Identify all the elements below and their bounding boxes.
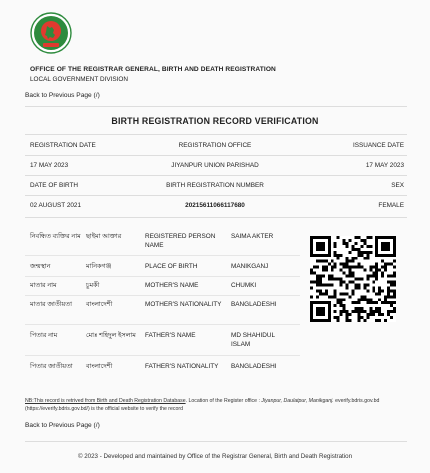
divider bbox=[25, 441, 407, 442]
father-name-value: MD SHAHIDUL ISLAM bbox=[231, 332, 275, 348]
note-website: everify.bdris.gov.bd (https://everify.bdris.gov.bd/) is the official website to verify the record bbox=[25, 398, 380, 412]
mother-name-label: MOTHER'S NAME bbox=[145, 282, 199, 289]
divider bbox=[25, 134, 407, 135]
row-divider bbox=[25, 355, 300, 356]
row-divider bbox=[25, 324, 300, 325]
father-name-label: FATHER'S NAME bbox=[145, 332, 196, 339]
place-of-birth-bn-value: মানিকগঞ্জ bbox=[86, 263, 112, 270]
back-link[interactable]: Back to Previous Page (/) bbox=[25, 92, 100, 99]
divider bbox=[25, 106, 407, 107]
father-name-bn-value: মোঃ শহিদুল ইসলাম bbox=[86, 332, 136, 339]
place-of-birth-bn-label: জন্মস্থান bbox=[30, 263, 51, 270]
father-nationality-bn-label: পিতার জাতীয়তা bbox=[30, 363, 73, 370]
sex-label: SEX bbox=[391, 182, 404, 189]
dob-value: 02 AUGUST 2021 bbox=[30, 202, 82, 209]
org-subtitle: LOCAL GOVERNMENT DIVISION bbox=[30, 76, 129, 83]
registered-person-value: SAIMA AKTER bbox=[231, 233, 274, 240]
mother-nationality-bn-label: মাতার জাতীয়তা bbox=[30, 301, 72, 308]
issuance-date-label: ISSUANCE DATE bbox=[352, 142, 404, 149]
registration-date-value: 17 MAY 2023 bbox=[30, 162, 69, 169]
father-nationality-value: BANGLADESHI bbox=[231, 363, 277, 370]
record-title: BIRTH REGISTRATION RECORD VERIFICATION bbox=[111, 116, 319, 126]
divider bbox=[25, 155, 407, 156]
mother-name-bn-value: চুমকী bbox=[86, 282, 100, 289]
footer-text: © 2023 - Developed and maintained by Office of the Registrar General, Birth and Death Registration bbox=[77, 453, 353, 460]
divider bbox=[25, 175, 407, 176]
note-database-source: NB:This record is retrived from Birth and Death Registration Database bbox=[25, 398, 186, 404]
brn-label: BIRTH REGISTRATION NUMBER bbox=[166, 182, 264, 189]
divider bbox=[25, 195, 407, 196]
place-of-birth-label: PLACE OF BIRTH bbox=[145, 263, 198, 270]
father-nationality-bn-value: বাংলাদেশী bbox=[86, 363, 113, 370]
sex-value: FEMALE bbox=[378, 202, 404, 209]
government-emblem-icon bbox=[30, 12, 72, 54]
place-of-birth-value: MANIKGANJ bbox=[231, 263, 269, 270]
note-location-label: . Location of the Register office : bbox=[185, 398, 262, 404]
row-divider bbox=[25, 255, 300, 256]
dob-label: DATE OF BIRTH bbox=[30, 182, 79, 189]
mother-nationality-value: BANGLADESHI bbox=[231, 301, 277, 308]
note-location: Jiyanpur, Daulatpur, Manikganj. bbox=[261, 398, 334, 404]
mother-name-value: CHUMKI bbox=[231, 282, 257, 289]
father-name-bn-label: পিতার নাম bbox=[30, 332, 58, 339]
back-link-bottom[interactable]: Back to Previous Page (/) bbox=[25, 422, 100, 429]
row-divider bbox=[25, 276, 300, 277]
registration-date-label: REGISTRATION DATE bbox=[30, 142, 96, 149]
mother-nationality-bn-value: বাংলাদেশী bbox=[86, 301, 113, 308]
issuance-date-value: 17 MAY 2023 bbox=[365, 162, 404, 169]
qr-code-icon bbox=[310, 236, 396, 322]
mother-nationality-label: MOTHER'S NATIONALITY bbox=[145, 301, 222, 308]
registered-person-label: REGISTERED PERSON NAME bbox=[145, 233, 216, 249]
org-title: OFFICE OF THE REGISTRAR GENERAL, BIRTH AND DEATH REGISTRATION bbox=[30, 66, 276, 73]
father-nationality-label: FATHER'S NATIONALITY bbox=[145, 363, 219, 370]
registered-person-bn-label: নিবন্ধিত ব্যক্তির নাম bbox=[30, 233, 81, 240]
verification-note bbox=[25, 397, 410, 413]
mother-name-bn-label: মাতার নাম bbox=[30, 282, 57, 289]
row-divider bbox=[25, 295, 300, 296]
registered-person-bn-value: ছাইমা আক্তার bbox=[86, 233, 122, 240]
registration-office-label: REGISTRATION OFFICE bbox=[178, 142, 252, 149]
brn-value: 20215611066117680 bbox=[185, 202, 245, 209]
registration-office-value: JIYANPUR UNION PARISHAD bbox=[171, 162, 259, 169]
divider bbox=[25, 217, 407, 218]
